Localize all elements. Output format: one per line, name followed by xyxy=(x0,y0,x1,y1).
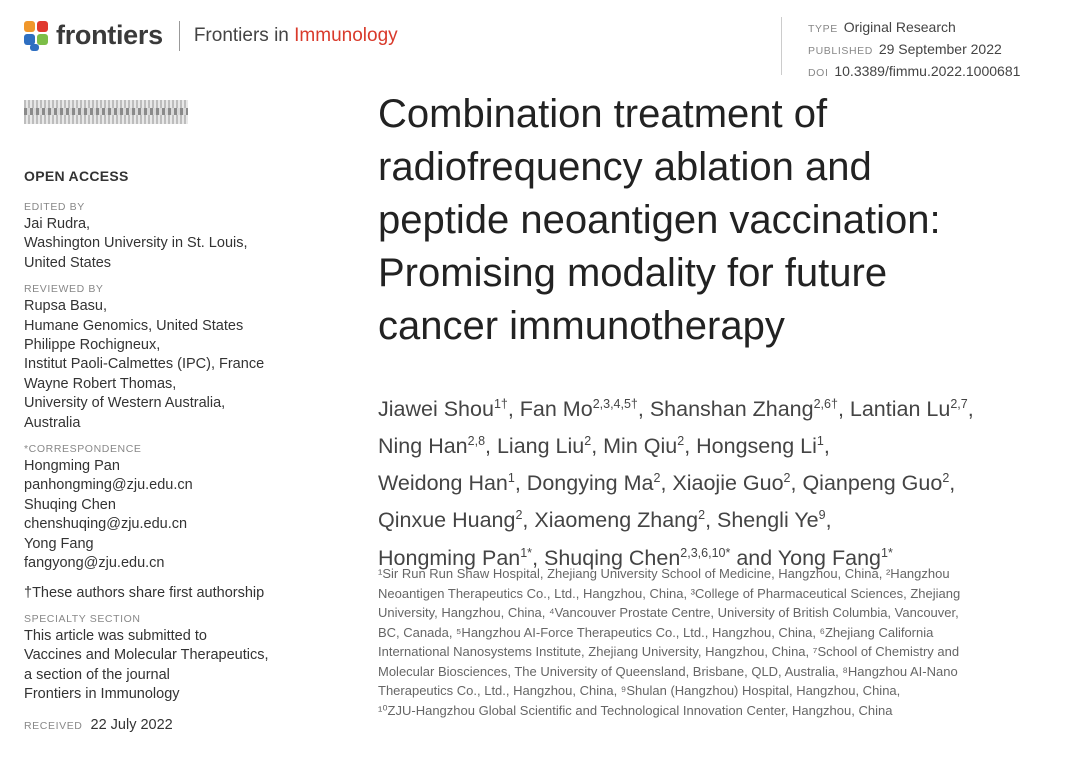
sidebar-line: Wayne Robert Thomas, xyxy=(24,375,177,392)
journal-prefix: Frontiers in xyxy=(193,24,289,46)
edited-by-label: EDITED BY xyxy=(24,201,85,213)
sidebar-line: Vaccines and Molecular Therapeutics, xyxy=(24,647,269,664)
author-name[interactable]: , xyxy=(825,508,832,533)
affiliation-marker: 1† xyxy=(493,397,508,411)
affiliations xyxy=(378,564,1058,720)
author-name[interactable]: , Min Qiu xyxy=(591,434,678,459)
correspondence-label: *CORRESPONDENCE xyxy=(24,443,142,456)
affiliation-marker: 2 xyxy=(677,434,685,449)
title-line: peptide neoantigen vaccination: xyxy=(378,198,941,242)
affiliation-marker: 1 xyxy=(507,471,515,486)
affiliation-line: Therapeutics Co., Ltd., Hangzhou, China, ⁹Shulan (Hangzhou) Hospital, Hangzhou, China, xyxy=(378,683,901,698)
sidebar-line: Shuqing Chen xyxy=(24,496,116,513)
author-name[interactable]: , Fan Mo xyxy=(507,397,593,422)
author-name[interactable]: , Lantian Lu xyxy=(837,397,951,422)
header-divider xyxy=(179,21,180,51)
sidebar-line: Washington University in St. Louis, xyxy=(24,235,248,252)
title-line: Promising modality for future xyxy=(378,251,888,295)
author-name[interactable]: Jiawei Shou xyxy=(378,397,494,422)
article-title xyxy=(378,88,1058,353)
sidebar-line: Frontiers in Immunology xyxy=(24,686,180,703)
sidebar-line: This article was submitted to xyxy=(24,627,207,644)
affiliation-marker: 2,7 xyxy=(950,397,968,411)
affiliation-marker: 1* xyxy=(520,545,533,560)
affiliation-line: Neoantigen Therapeutics Co., Ltd., Hangzhou, China, ³College of Pharmaceutical Sciences, Zhejiang xyxy=(378,585,961,601)
affiliation-line: ¹⁰ZJU-Hangzhou Global Scientific and Technological Innovation Center, Hangzhou, China xyxy=(378,702,893,718)
author-name[interactable]: , Hongseng Li xyxy=(684,434,817,459)
article-type: TYPE Original Research xyxy=(808,19,956,35)
sidebar-line[interactable]: chenshuqing@zju.edu.cn xyxy=(24,516,188,533)
affiliation-marker: 2 xyxy=(942,471,950,486)
sidebar-line: Jai Rudra, xyxy=(24,216,91,232)
correspondence-list xyxy=(24,457,324,573)
title-line: cancer immunotherapy xyxy=(378,304,785,348)
sidebar-line: Institut Paoli-Calmettes (IPC), France xyxy=(24,356,265,373)
affiliation-marker: 2,3,6,10* xyxy=(680,545,731,560)
author-list xyxy=(378,388,1068,574)
affiliation-line: BC, Canada, ⁵Hangzhou AI-Force Therapeutics Co., Ltd., Hangzhou, China, ⁶Zhejiang California xyxy=(378,624,934,640)
title-line: radiofrequency ablation and xyxy=(378,145,872,189)
affiliation-marker: 2 xyxy=(783,471,791,486)
sidebar-line: Philippe Rochigneux, xyxy=(24,337,161,354)
author-name[interactable]: , Dongying Ma xyxy=(514,471,654,496)
sidebar-line: Humane Genomics, United States xyxy=(24,317,244,334)
affiliation-line: ¹Sir Run Run Shaw Hospital, Zhejiang University School of Medicine, Hangzhou, China, ²Hangzhou xyxy=(378,566,950,581)
sidebar-line: University of Western Australia, xyxy=(24,395,226,412)
received-date: RECEIVED 22 July 2022 xyxy=(24,716,173,733)
author-name[interactable]: , xyxy=(967,397,974,422)
sidebar-line: Hongming Pan xyxy=(24,458,120,475)
affiliation-marker: 2,3,4,5† xyxy=(592,397,638,411)
author-name[interactable]: Weidong Han xyxy=(378,471,508,496)
frontiers-logo-icon xyxy=(24,21,50,51)
sidebar-line: Rupsa Basu, xyxy=(24,298,108,315)
affiliation-marker: 2,6† xyxy=(813,397,838,411)
affiliation-marker: 9 xyxy=(818,508,826,523)
author-name[interactable]: , Shuqing Chen xyxy=(532,545,681,570)
author-name[interactable]: Hongming Pan xyxy=(378,545,521,570)
affiliation-line: University, Hangzhou, China, ⁴Vancouver Prostate Centre, University of British Columbia, Vancouver, xyxy=(378,605,959,620)
journal-subject: Immunology xyxy=(294,24,398,46)
doi[interactable]: DOI 10.3389/fimmu.2022.1000681 xyxy=(808,63,1021,79)
author-line xyxy=(378,425,1068,462)
affiliation-marker: 2 xyxy=(698,508,706,523)
author-line xyxy=(378,388,1068,425)
brand-name[interactable]: frontiers xyxy=(56,20,163,50)
author-name[interactable]: and Yong Fang xyxy=(730,545,881,570)
author-line xyxy=(378,499,1068,536)
author-name[interactable]: , Shengli Ye xyxy=(705,508,819,533)
update-badge-stripe xyxy=(24,100,188,124)
author-name[interactable]: , Liang Liu xyxy=(485,434,585,459)
affiliation-marker: 1* xyxy=(881,545,893,560)
author-name[interactable]: , Shanshan Zhang xyxy=(637,397,814,422)
affiliation-marker: 2 xyxy=(515,508,523,523)
title-line: Combination treatment of xyxy=(378,92,828,136)
sidebar-line: Australia xyxy=(24,414,81,431)
author-line xyxy=(378,462,1068,499)
affiliation-marker: 1 xyxy=(816,434,824,449)
affiliation-line: Molecular Biosciences, The University of Queensland, Brisbane, QLD, Australia, ⁸Hangzhou AI-Nano xyxy=(378,663,958,679)
reviewed-by-label: REVIEWED BY xyxy=(24,283,104,296)
open-access-label: OPEN ACCESS xyxy=(24,168,129,184)
affiliation-line: International Nanosystems Institute, Zhejiang University, Hangzhou, China, ⁷School of Chemistry and xyxy=(378,644,960,659)
edited-by-list xyxy=(24,215,324,273)
affiliation-marker: 2 xyxy=(584,434,592,449)
author-name[interactable]: , Qianpeng Guo xyxy=(790,471,943,496)
author-name[interactable]: , xyxy=(949,471,956,496)
sidebar-line: a section of the journal xyxy=(24,666,170,683)
journal-name[interactable] xyxy=(194,25,398,47)
sidebar-line[interactable]: panhongming@zju.edu.cn xyxy=(24,477,193,494)
author-name[interactable]: Qinxue Huang xyxy=(378,508,516,533)
specialty-section-label: SPECIALTY SECTION xyxy=(24,612,141,625)
sidebar-line[interactable]: fangyong@zju.edu.cn xyxy=(24,555,165,572)
affiliation-marker: 2,8 xyxy=(467,434,486,449)
authorship-footnote: †These authors share first authorship xyxy=(24,584,265,601)
author-name[interactable]: , Xiaojie Guo xyxy=(660,471,784,496)
sidebar-line: United States xyxy=(24,254,112,271)
affiliation-marker: 2 xyxy=(653,471,661,486)
journal-header xyxy=(24,20,398,51)
reviewed-by-list xyxy=(24,297,324,433)
published-date: PUBLISHED 29 September 2022 xyxy=(808,41,1002,57)
specialty-section-list xyxy=(24,627,324,705)
author-name[interactable]: Ning Han xyxy=(378,434,468,459)
author-name[interactable]: , Xiaomeng Zhang xyxy=(522,508,699,533)
sidebar-line: Yong Fang xyxy=(24,535,94,552)
article-meta xyxy=(781,17,1060,79)
article-sidebar xyxy=(24,168,324,733)
author-name[interactable]: , xyxy=(823,434,830,459)
